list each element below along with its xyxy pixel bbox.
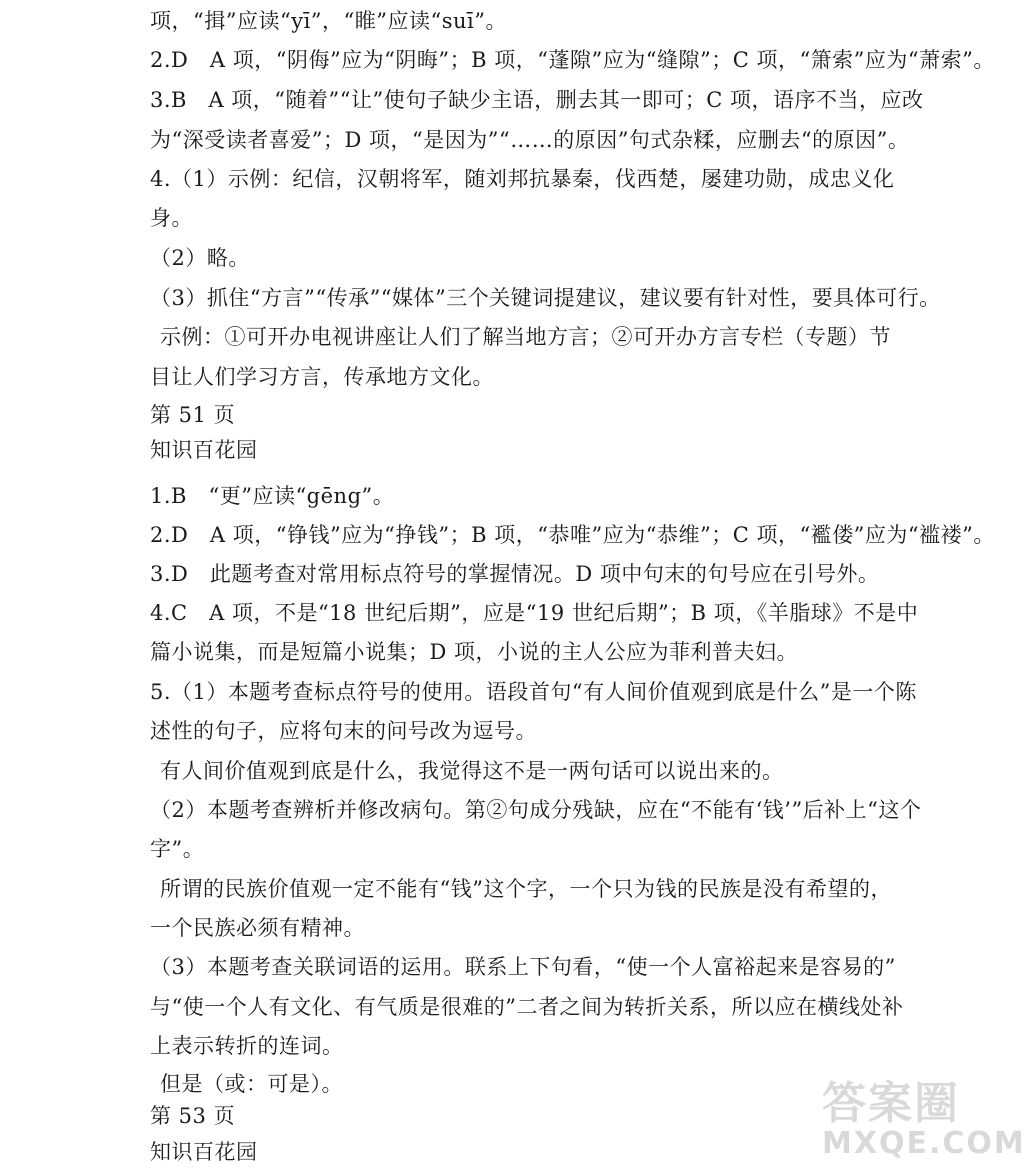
answer-line: 目让人们学习方言，传承地方文化。 (150, 365, 494, 389)
answer-line: 上表示转折的连词。 (150, 1034, 344, 1058)
page-heading: 第 53 页 (150, 1104, 236, 1128)
answer-line: 2.D A 项，“铮钱”应为“挣钱”；B 项，“恭唯”应为“恭维”；C 项，“襤偻”应为“褴褛”。 (150, 523, 995, 547)
answer-line: 身。 (150, 206, 193, 230)
answer-line: 一个民族必须有精神。 (150, 916, 365, 940)
answer-line: 3.D 此题考查对常用标点符号的掌握情况。D 项中句末的句号应在引号外。 (150, 562, 880, 586)
watermark-logo (822, 1078, 1026, 1164)
answer-line: 项，“揖”应读“yī”，“睢”应读“suī”。 (150, 9, 507, 33)
answer-line: 字”。 (150, 837, 205, 861)
answer-line: 篇小说集，而是短篇小说集；D 项，小说的主人公应为菲利普夫妇。 (150, 640, 799, 664)
answer-line: 述性的句子，应将句末的问号改为逗号。 (150, 719, 537, 743)
answer-line: （3）抓住“方言”“传承”“媒体”三个关键词提建议，建议要有针对性，要具体可行。 (150, 286, 941, 310)
answer-line: 1.B “更”应读“gēng”。 (150, 484, 395, 508)
section-heading: 知识百花园 (150, 1140, 258, 1164)
section-heading: 知识百花园 (150, 438, 258, 462)
answer-line: 但是（或：可是）。 (160, 1072, 343, 1096)
answer-line: 所谓的民族价值观一定不能有“钱”这个字，一个只为钱的民族是没有希望的， (160, 877, 892, 901)
answer-line: 示例：①可开办电视讲座让人们了解当地方言；②可开办方言专栏（专题）节 (160, 325, 891, 349)
answer-line: （3）本题考查关联词语的运用。联系上下句看，“使一个人富裕起来是容易的” (150, 955, 896, 979)
answer-line: 4.C A 项，不是“18 世纪后期”，应是“19 世纪后期”；B 项，《羊脂球》不是中 (150, 601, 919, 625)
answer-line: 2.D A 项，“阴侮”应为“阴晦”；B 项，“蓬隙”应为“缝隙”；C 项，“箫索”应为“萧索”。 (150, 48, 995, 72)
answer-line: （2）略。 (150, 246, 250, 270)
answer-line: 有人间价值观到底是什么，我觉得这不是一两句话可以说出来的。 (160, 759, 784, 783)
page-heading: 第 51 页 (150, 403, 236, 427)
answer-line: 与“使一个人有文化、有气质是很难的”二者之间为转折关系，所以应在横线处补 (150, 995, 904, 1019)
answer-line: （2）本题考查辨析并修改病句。第②句成分残缺，应在“不能有‘钱’”后补上“这个 (150, 798, 922, 822)
watermark-bottom: MXQE.COM (822, 1126, 1026, 1161)
answer-line: 为“深受读者喜爱”；D 项，“是因为”“……的原因”句式杂糅，应删去“的原因”。 (150, 128, 910, 152)
answer-line: 5.（1）本题考查标点符号的使用。语段首句“有人间价值观到底是什么”是一个陈 (150, 680, 917, 704)
answer-line: 3.B A 项，“随着”“让”使句子缺少主语，删去其一即可；C 项，语序不当，应改 (150, 88, 924, 112)
watermark-top: 答案圈 (822, 1078, 960, 1129)
answer-line: 4.（1）示例：纪信，汉朝将军，随刘邦抗暴秦，伐西楚，屡建功勋，成忠义化 (150, 167, 895, 191)
